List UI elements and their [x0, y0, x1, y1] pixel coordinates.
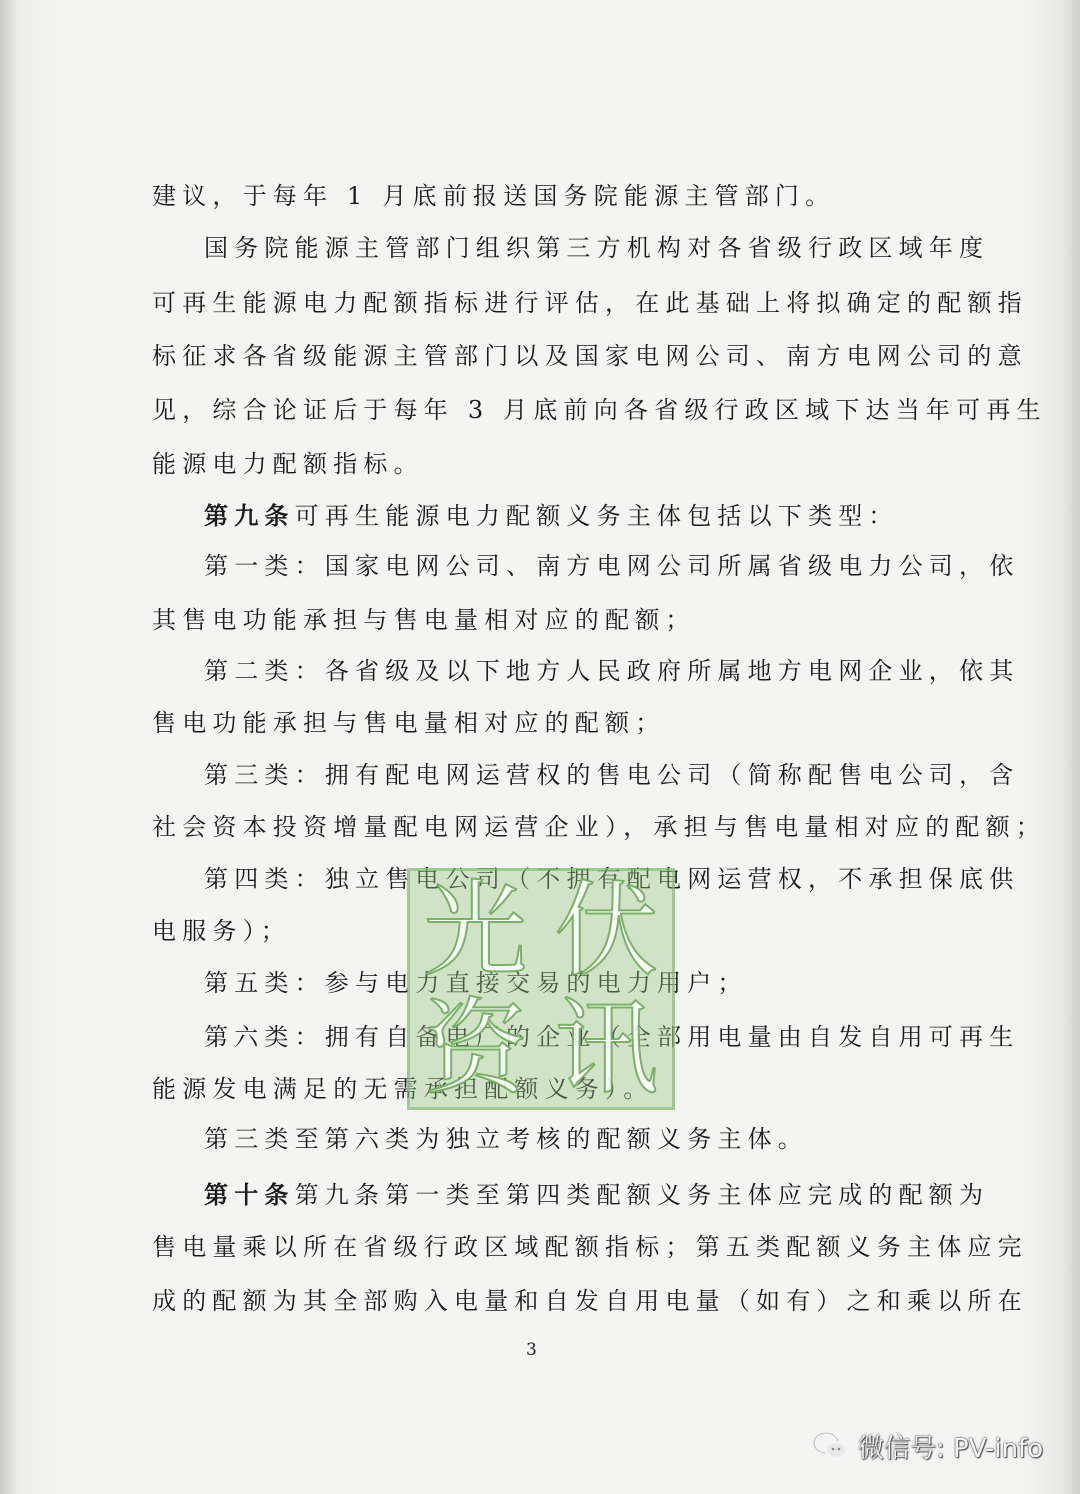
line-21: 售电量乘以所在省级行政区域配额指标；第五类配额义务主体应完 [152, 1233, 1028, 1261]
line-9: 其售电功能承担与售电量相对应的配额； [152, 606, 696, 634]
wechat-id-label: 微信号: PV-info [858, 1433, 1044, 1464]
line-10: 第二类：各省级及以下地方人民政府所属地方电网企业，依其 [204, 657, 1020, 685]
article-10-heading: 第十条 [204, 1180, 295, 1209]
wechat-footer [812, 1428, 1043, 1464]
line-14: 第四类：独立售电公司（不拥有配电网运营权，不承担保底供 [204, 865, 1020, 893]
line-20: 第十条第九条第一类至第四类配额义务主体应完成的配额为 [204, 1180, 990, 1209]
line-7: 第九条可再生能源电力配额义务主体包括以下类型： [204, 501, 899, 530]
watermark-char: 资 [423, 987, 528, 1109]
article-9-heading: 第九条 [204, 501, 295, 530]
page-number: 3 [526, 1340, 537, 1360]
line-5: 见，综合论证后于每年 3 月底前向各省级行政区域下达当年可再生 [152, 396, 1047, 424]
line-6: 能源电力配额指标。 [152, 450, 424, 478]
line-18: 能源发电满足的无需承担配额义务）。 [152, 1075, 654, 1103]
line-8: 第一类：国家电网公司、南方电网公司所属省级电力公司，依 [204, 552, 1020, 580]
line-4: 标征求各省级能源主管部门以及国家电网公司、南方电网公司的意 [152, 342, 1028, 370]
watermark-logo [407, 868, 675, 1110]
line-15: 电服务）； [152, 917, 291, 945]
watermark-char: 光 [423, 869, 528, 991]
line-13: 社会资本投资增量配电网运营企业），承担与售电量相对应的配额； [152, 813, 1046, 841]
line-1: 建议，于每年 1 月底前报送国务院能源主管部门。 [152, 182, 836, 210]
line-19: 第三类至第六类为独立考核的配额义务主体。 [204, 1125, 808, 1153]
line-17: 第六类：拥有自备电厂的企业（全部用电量由自发自用可再生 [204, 1023, 1020, 1051]
line-3: 可再生能源电力配额指标进行评估，在此基础上将拟确定的配额指 [152, 289, 1028, 317]
line-11: 售电功能承担与售电量相对应的配额； [152, 709, 666, 737]
watermark-char: 讯 [554, 987, 659, 1109]
line-2: 国务院能源主管部门组织第三方机构对各省级行政区域年度 [204, 234, 990, 262]
wechat-icon [812, 1431, 848, 1461]
line-22: 成的配额为其全部购入电量和自发自用电量（如有）之和乘以所在 [152, 1287, 1028, 1315]
watermark-char: 伏 [554, 869, 659, 991]
line-12: 第三类：拥有配电网运营权的售电公司（简称配售电公司，含 [204, 761, 1020, 789]
line-16: 第五类：参与电力直接交易的电力用户； [204, 969, 748, 997]
